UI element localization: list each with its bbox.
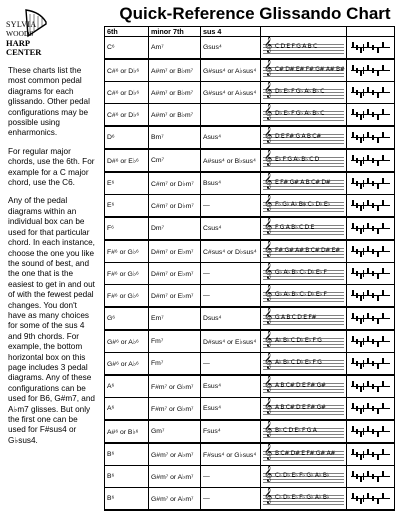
cell-6th: A⁶ [105, 375, 149, 398]
treble-clef-icon: 𝄞 [264, 150, 273, 166]
glissando-table [104, 26, 395, 511]
logo-line-1: SYLVIA [6, 20, 37, 29]
table-row [105, 307, 395, 330]
cell-sus-4: — [201, 285, 261, 308]
cell-minor-7th: D#m⁷ or E♭m⁷ [149, 240, 201, 263]
pedal-diagram-icon [349, 332, 392, 351]
cell-6th: G#⁶ or A♭⁶ [105, 353, 149, 376]
treble-clef-icon: 𝄞 [264, 376, 273, 392]
cell-minor-7th: Fm⁷ [149, 330, 201, 353]
staff-notes: A B C# D E F# G# [275, 382, 326, 389]
cell-sus-4: Csus⁴ [201, 217, 261, 240]
pedal-diagram-icon [349, 128, 392, 147]
pedal-diagram-icon [349, 422, 392, 441]
cell-minor-7th: A#m⁷ or B♭m⁷ [149, 104, 201, 127]
treble-clef-icon: 𝄞 [264, 127, 273, 143]
cell-pedal [347, 330, 395, 353]
cell-staff [261, 59, 347, 82]
cell-6th: A⁶ [105, 398, 149, 421]
cell-sus-4: — [201, 353, 261, 376]
cell-minor-7th: G#m⁷ or A♭m⁷ [149, 466, 201, 488]
treble-clef-icon: 𝄞 [264, 218, 273, 234]
cell-pedal [347, 217, 395, 240]
treble-clef-icon: 𝄞 [264, 60, 273, 76]
staff-notes: C D E F G A B C [275, 43, 317, 50]
cell-minor-7th: D#m⁷ or E♭m⁷ [149, 285, 201, 308]
table-row [105, 217, 395, 240]
staff [263, 219, 344, 238]
cell-6th: B⁶ [105, 443, 149, 466]
cell-minor-7th: Dm⁷ [149, 217, 201, 240]
cell-sus-4: G#sus⁴ or A♭sus⁴ [201, 82, 261, 104]
cell-pedal [347, 172, 395, 195]
cell-pedal [347, 104, 395, 127]
cell-6th: D#⁶ or E♭⁶ [105, 149, 149, 172]
cell-staff [261, 149, 347, 172]
cell-pedal [347, 149, 395, 172]
cell-staff [261, 104, 347, 127]
logo-line-2: WOODS [6, 29, 34, 38]
cell-pedal [347, 59, 395, 82]
cell-staff [261, 82, 347, 104]
pedal-diagram-icon [349, 354, 392, 373]
cell-minor-7th: Gm⁷ [149, 420, 201, 443]
treble-clef-icon: 𝄞 [264, 353, 273, 369]
staff [263, 38, 344, 57]
staff-notes: C♭ D♭ E♭ F♭ G♭ A♭ B♭ [275, 472, 330, 479]
cell-6th: G⁶ [105, 307, 149, 330]
pedal-diagram-icon [349, 286, 392, 305]
sidebar-paragraph: For regular major chords, use the 6th. For example for a C major chord, use the C6. [8, 146, 95, 188]
cell-minor-7th: A#m⁷ or B♭m⁷ [149, 82, 201, 104]
cell-sus-4: — [201, 466, 261, 488]
cell-staff [261, 353, 347, 376]
treble-clef-icon: 𝄞 [264, 82, 273, 98]
cell-staff [261, 172, 347, 195]
treble-clef-icon: 𝄞 [264, 398, 273, 414]
page-title: Quick-Reference Glissando Chart [119, 4, 391, 23]
cell-minor-7th: D#m⁷ or E♭m⁷ [149, 263, 201, 285]
staff [263, 105, 344, 124]
table-row [105, 37, 395, 60]
staff [263, 467, 344, 486]
table-row [105, 330, 395, 353]
cell-sus-4: G#sus⁴ or A♭sus⁴ [201, 59, 261, 82]
cell-6th: C#⁶ or D♭⁶ [105, 59, 149, 82]
cell-minor-7th: C#m⁷ or D♭m⁷ [149, 172, 201, 195]
table-row [105, 82, 395, 104]
cell-6th: C⁶ [105, 37, 149, 60]
sidebar-paragraph: Any of the pedal diagrams within an individual box can be used for that particular chord. In each instance, choose the one you like the sound of best, and the one that is the easiest to get in and out of with the fewest pedal changes. You don't have as many choices for some of the sus 4 and 9th chords. For example, the bottom horizontal box on this page includes 3 pedal diagrams. Any of these configurations can be used for B6, G#m7, and A♭m7 glisses. But only the first one can be used for F#sus4 or G♭sus4. [8, 196, 95, 445]
header-minor-7th: minor 7th [149, 27, 201, 37]
header-6th: 6th [105, 27, 149, 37]
staff-notes: E♭ F G A♭ B♭ C D [275, 156, 320, 163]
cell-pedal [347, 466, 395, 488]
cell-staff [261, 398, 347, 421]
cell-sus-4: Bsus⁴ [201, 172, 261, 195]
cell-pedal [347, 375, 395, 398]
cell-staff [261, 420, 347, 443]
cell-sus-4: Gsus⁴ [201, 37, 261, 60]
pedal-diagram-icon [349, 377, 392, 396]
staff-notes: A B C# D E F# G# [275, 404, 326, 411]
table-row [105, 488, 395, 511]
cell-6th: F⁶ [105, 217, 149, 240]
staff-notes: A♭ B♭ C D♭ E♭ F G [275, 337, 322, 344]
cell-pedal [347, 420, 395, 443]
staff-notes: F G A B♭ C D E [275, 224, 314, 231]
cell-6th: B⁶ [105, 488, 149, 511]
treble-clef-icon: 𝄞 [264, 444, 273, 460]
table-row [105, 443, 395, 466]
staff-notes: F# G# A# B C# D# E# [275, 247, 340, 254]
treble-clef-icon: 𝄞 [264, 263, 273, 279]
staff [263, 399, 344, 418]
cell-sus-4: Dsus⁴ [201, 307, 261, 330]
treble-clef-icon: 𝄞 [264, 488, 273, 504]
cell-pedal [347, 37, 395, 60]
staff-notes: C# D# E# F# G# A# B# [275, 66, 345, 73]
cell-pedal [347, 285, 395, 308]
cell-staff [261, 285, 347, 308]
table-row [105, 285, 395, 308]
table-row [105, 195, 395, 218]
staff [263, 377, 344, 396]
cell-pedal [347, 126, 395, 149]
staff [263, 128, 344, 147]
cell-staff [261, 488, 347, 511]
treble-clef-icon: 𝄞 [264, 241, 273, 257]
staff [263, 422, 344, 441]
staff [263, 242, 344, 261]
sidebar-notes [8, 66, 96, 454]
cell-staff [261, 443, 347, 466]
cell-staff [261, 195, 347, 218]
cell-sus-4: A#sus⁴ or B♭sus⁴ [201, 149, 261, 172]
staff [263, 61, 344, 80]
staff-notes: G♭ A♭ B♭ C♭ D♭ E♭ F [275, 291, 327, 298]
treble-clef-icon: 𝄞 [264, 104, 273, 120]
treble-clef-icon: 𝄞 [264, 466, 273, 482]
cell-sus-4: F#sus⁴ or G♭sus⁴ [201, 443, 261, 466]
pedal-diagram-icon [349, 309, 392, 328]
cell-staff [261, 466, 347, 488]
treble-clef-icon: 𝄞 [264, 421, 273, 437]
cell-6th: C#⁶ or D♭⁶ [105, 82, 149, 104]
pedal-diagram-icon [349, 83, 392, 102]
treble-clef-icon: 𝄞 [264, 173, 273, 189]
staff [263, 489, 344, 508]
header-pedal [347, 27, 395, 37]
cell-pedal [347, 240, 395, 263]
cell-staff [261, 375, 347, 398]
staff-notes: E F# G# A B C# D# [275, 179, 331, 186]
cell-minor-7th: Em⁷ [149, 307, 201, 330]
pedal-diagram-icon [349, 467, 392, 486]
pedal-diagram-icon [349, 38, 392, 57]
cell-sus-4: Asus⁴ [201, 126, 261, 149]
table-row [105, 149, 395, 172]
cell-sus-4: — [201, 195, 261, 218]
staff [263, 332, 344, 351]
pedal-diagram-icon [349, 196, 392, 215]
cell-pedal [347, 353, 395, 376]
logo [6, 8, 66, 60]
table-row [105, 353, 395, 376]
cell-staff [261, 307, 347, 330]
cell-sus-4: Fsus⁴ [201, 420, 261, 443]
cell-pedal [347, 398, 395, 421]
pedal-diagram-icon [349, 174, 392, 193]
staff [263, 354, 344, 373]
cell-staff [261, 330, 347, 353]
logo-line-3: HARP [6, 38, 31, 48]
staff-notes: D♭ E♭ F G♭ A♭ B♭ C [275, 88, 325, 95]
cell-sus-4: C#sus⁴ or D♭sus⁴ [201, 240, 261, 263]
cell-sus-4: — [201, 488, 261, 511]
cell-minor-7th: G#m⁷ or A♭m⁷ [149, 488, 201, 511]
cell-staff [261, 263, 347, 285]
cell-pedal [347, 443, 395, 466]
staff-notes: G A B C D E F# [275, 314, 317, 321]
table-row [105, 104, 395, 127]
staff [263, 83, 344, 102]
staff-notes: B♭ C D E♭ F G A [275, 427, 317, 434]
treble-clef-icon: 𝄞 [264, 331, 273, 347]
sidebar-paragraph: These charts list the most common pedal diagrams for each glissando. Other pedal configurations may be possible using enharmonics. [8, 66, 90, 138]
cell-6th: F#⁶ or G♭⁶ [105, 285, 149, 308]
cell-6th: F#⁶ or G♭⁶ [105, 240, 149, 263]
cell-minor-7th: A#m⁷ or B♭m⁷ [149, 59, 201, 82]
cell-6th: F#⁶ or G♭⁶ [105, 263, 149, 285]
cell-pedal [347, 488, 395, 511]
cell-sus-4: Esus⁴ [201, 398, 261, 421]
table-row [105, 263, 395, 285]
treble-clef-icon: 𝄞 [264, 308, 273, 324]
cell-pedal [347, 195, 395, 218]
cell-6th: B⁶ [105, 466, 149, 488]
cell-minor-7th: C#m⁷ or D♭m⁷ [149, 195, 201, 218]
treble-clef-icon: 𝄞 [264, 285, 273, 301]
cell-pedal [347, 82, 395, 104]
table-row [105, 59, 395, 82]
cell-minor-7th: Bm⁷ [149, 126, 201, 149]
table-header-row [105, 27, 395, 37]
staff-notes: C♭ D♭ E♭ F♭ G♭ A♭ B♭ [275, 494, 330, 501]
cell-staff [261, 240, 347, 263]
cell-6th: G#⁶ or A♭⁶ [105, 330, 149, 353]
staff-notes: B C# D# E F# G# A# [275, 450, 336, 457]
pedal-diagram-icon [349, 445, 392, 464]
staff-notes: F♭ G♭ A♭ B𝄫 C♭ D♭ E♭ [275, 201, 330, 208]
staff [263, 445, 344, 464]
table-row [105, 466, 395, 488]
table-row [105, 398, 395, 421]
treble-clef-icon: 𝄞 [264, 37, 273, 53]
staff-notes: G♭ A♭ B♭ C♭ D♭ E♭ F [275, 269, 327, 276]
header-staff [261, 27, 347, 37]
pedal-diagram-icon [349, 61, 392, 80]
cell-staff [261, 126, 347, 149]
table-row [105, 126, 395, 149]
logo-line-4: CENTER [6, 47, 42, 57]
staff-notes: D♭ E♭ F G♭ A♭ B♭ C [275, 110, 325, 117]
staff-notes: D E F# G A B C# [275, 133, 321, 140]
cell-6th: C#⁶ or D♭⁶ [105, 104, 149, 127]
table-row [105, 240, 395, 263]
table-row [105, 375, 395, 398]
treble-clef-icon: 𝄞 [264, 195, 273, 211]
cell-minor-7th: Cm⁷ [149, 149, 201, 172]
staff [263, 264, 344, 283]
cell-sus-4: Esus⁴ [201, 375, 261, 398]
cell-minor-7th: F#m⁷ or G♭m⁷ [149, 375, 201, 398]
table-row [105, 172, 395, 195]
cell-6th: E⁶ [105, 195, 149, 218]
cell-6th: E⁶ [105, 172, 149, 195]
cell-minor-7th: Fm⁷ [149, 353, 201, 376]
cell-pedal [347, 307, 395, 330]
cell-minor-7th: G#m⁷ or A♭m⁷ [149, 443, 201, 466]
staff [263, 174, 344, 193]
cell-minor-7th: F#m⁷ or G♭m⁷ [149, 398, 201, 421]
staff [263, 196, 344, 215]
cell-sus-4: D#sus⁴ or E♭sus⁴ [201, 330, 261, 353]
cell-sus-4: — [201, 263, 261, 285]
staff-notes: A♭ B♭ C D♭ E♭ F G [275, 359, 322, 366]
cell-6th: D⁶ [105, 126, 149, 149]
table-row [105, 420, 395, 443]
pedal-diagram-icon [349, 219, 392, 238]
cell-sus-4 [201, 104, 261, 127]
staff [263, 309, 344, 328]
cell-staff [261, 37, 347, 60]
header-sus-4: sus 4 [201, 27, 261, 37]
pedal-diagram-icon [349, 264, 392, 283]
pedal-diagram-icon [349, 489, 392, 508]
cell-minor-7th: Am⁷ [149, 37, 201, 60]
pedal-diagram-icon [349, 399, 392, 418]
pedal-diagram-icon [349, 242, 392, 261]
cell-6th: A#⁶ or B♭⁶ [105, 420, 149, 443]
pedal-diagram-icon [349, 105, 392, 124]
staff [263, 286, 344, 305]
cell-staff [261, 217, 347, 240]
pedal-diagram-icon [349, 151, 392, 170]
staff [263, 151, 344, 170]
cell-pedal [347, 263, 395, 285]
